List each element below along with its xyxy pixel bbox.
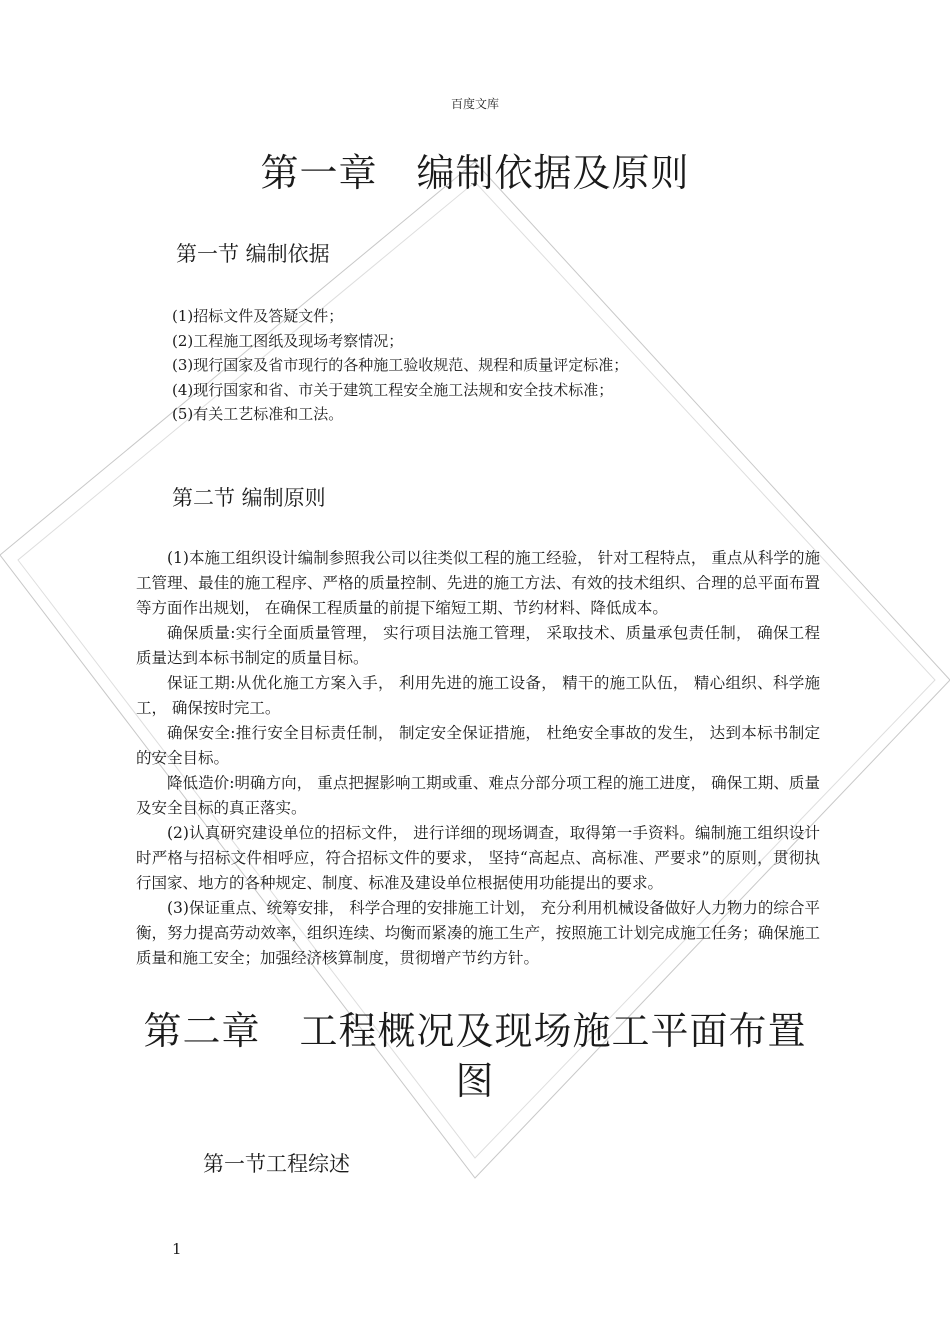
chapter-1-title: 第一章 编制依据及原则	[260, 151, 690, 195]
paragraph: (1)本施工组织设计编制参照我公司以往类似工程的施工经验， 针对工程特点， 重点从科学的施工管理、最佳的施工程序、严格的质量控制、先进的施工方法、有效的技术组织、合理的总平面布置等方面作出规划， 在确保工程质量的前提下缩短工期、节约材料、降低成本。	[136, 549, 820, 617]
list-item: (3)现行国家及省市现行的各种施工验收规范、规程和质量评定标准；	[172, 356, 629, 374]
principles-body	[136, 546, 820, 971]
chapter-2-title-line-1: 第二章 工程概况及现场施工平面布置	[143, 1009, 807, 1053]
paragraph: 确保质量:实行全面质量管理， 实行项目法施工管理， 采取技术、质量承包责任制， 确保工程质量达到本标书制定的质量目标。	[136, 624, 820, 667]
section-1-title: 第一节 编制依据	[176, 242, 330, 266]
paragraph: (2)认真研究建设单位的招标文件， 进行详细的现场调查，取得第一手资料。编制施工组织设计时严格与招标文件相呼应，符合招标文件的要求， 坚持“高起点、高标准、严要求”的原则，贯彻执行国家、地方的各种规定、制度、标准及建设单位根据使用功能提出的要求。	[136, 824, 820, 892]
paragraph: 确保安全:推行安全目标责任制， 制定安全保证措施， 杜绝安全事故的发生， 达到本标书制定的安全目标。	[136, 724, 820, 767]
paragraph: 保证工期:从优化施工方案入手， 利用先进的施工设备， 精干的施工队伍， 精心组织、科学施工， 确保按时完工。	[136, 674, 820, 717]
section-2-title: 第二节 编制原则	[172, 486, 326, 510]
list-item: (2)工程施工图纸及现场考察情况；	[172, 331, 404, 350]
list-item: (1)招标文件及答疑文件；	[172, 307, 344, 325]
list-item: (4)现行国家和省、市关于建筑工程安全施工法规和安全技术标准；	[172, 380, 614, 399]
page-header: 百度文库	[450, 97, 499, 111]
chapter-2-title-line-2: 图	[455, 1059, 495, 1103]
section-3-title: 第一节工程综述	[203, 1152, 350, 1176]
paragraph: 降低造价:明确方向， 重点把握影响工期或重、难点分部分项工程的施工进度， 确保工期、质量及安全目标的真正落实。	[136, 774, 820, 817]
paragraph: (3)保证重点、统筹安排， 科学合理的安排施工计划， 充分利用机械设备做好人力物力的综合平衡，努力提高劳动效率，组织连续、均衡而紧凑的施工生产，按照施工计划完成施工任务；确保施工质量和施工安全；加强经济核算制度，贯彻增产节约方针。	[136, 899, 820, 967]
list-item: (5)有关工艺标准和工法。	[172, 405, 344, 423]
page-number: 1	[172, 1240, 182, 1258]
basis-list	[172, 304, 628, 427]
